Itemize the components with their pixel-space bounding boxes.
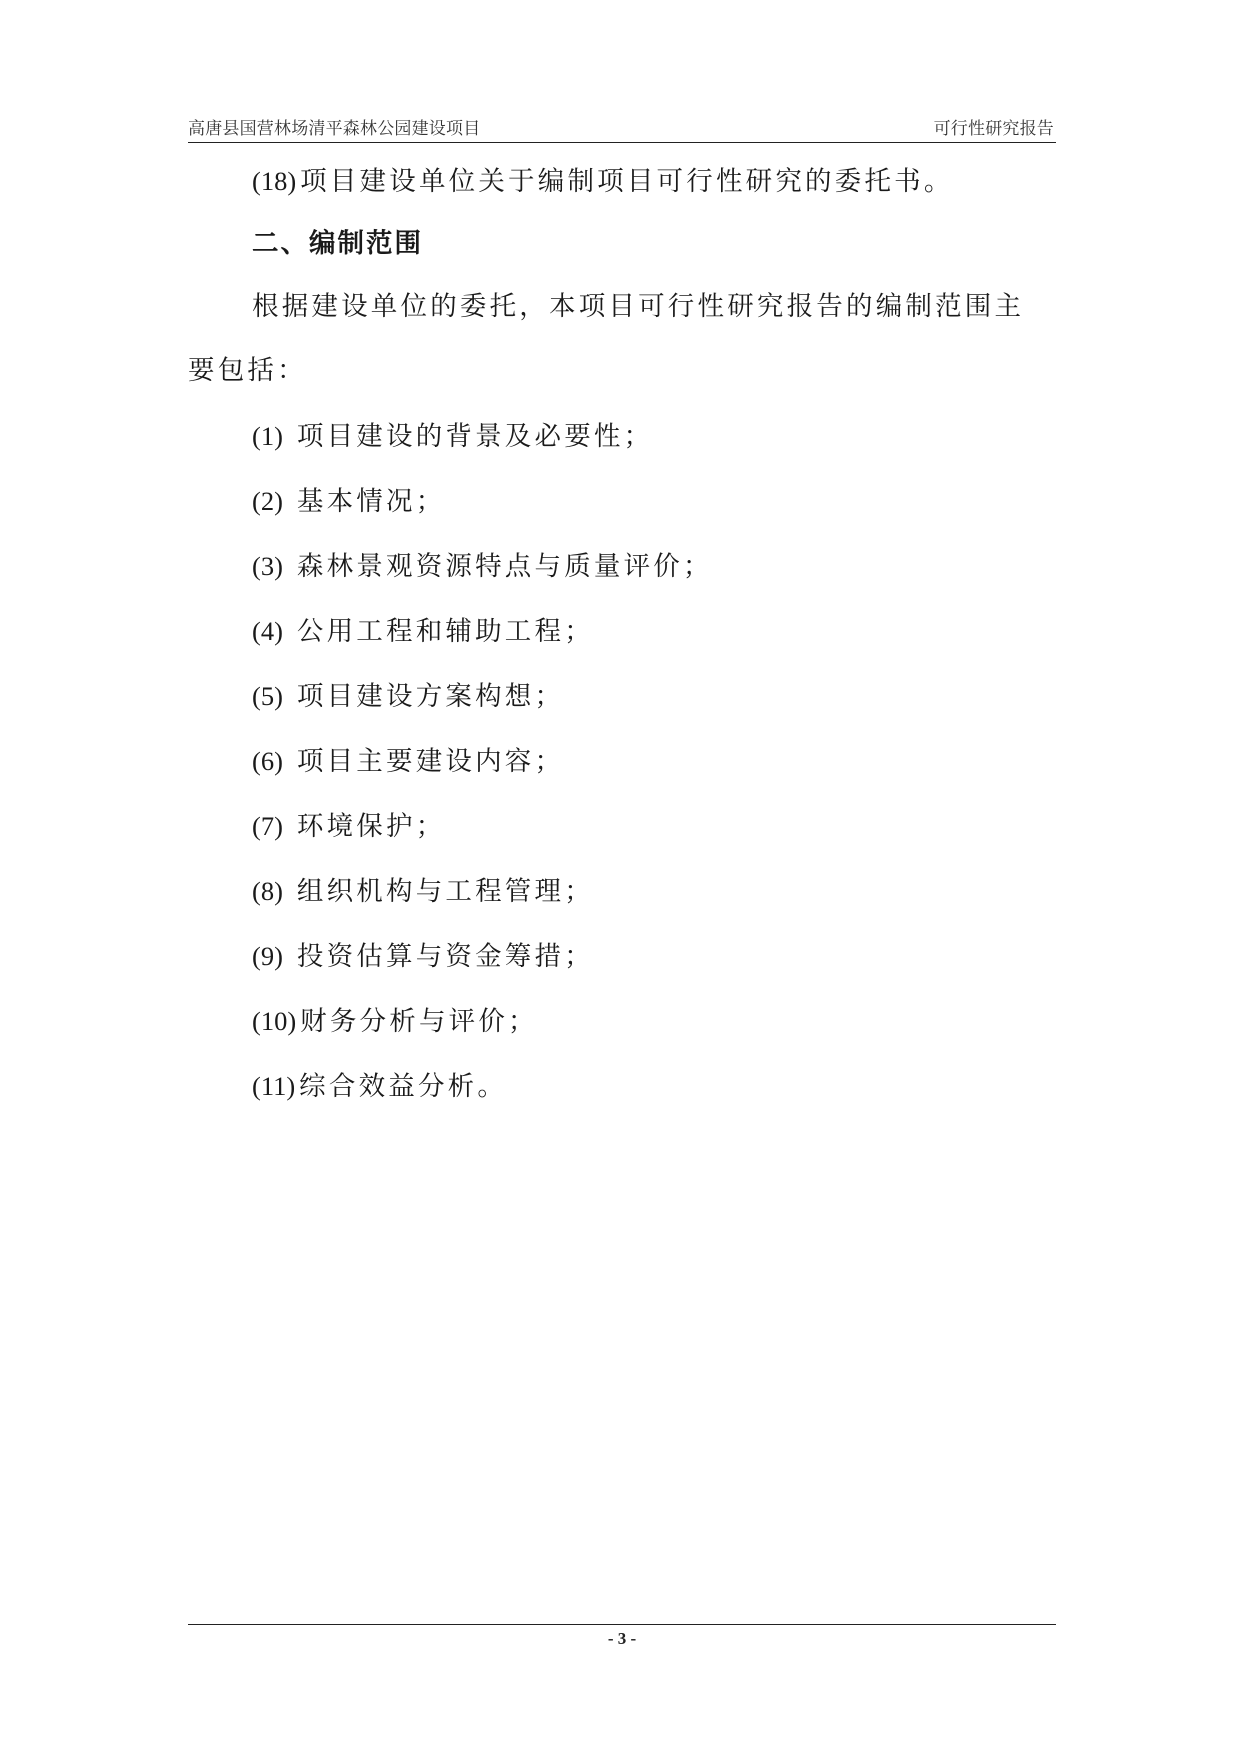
list-item-text: 综合效益分析。 (299, 1071, 508, 1102)
list-item-number: (1) (252, 421, 283, 451)
list-item-text: 投资估算与资金筹措； (296, 941, 594, 972)
list-item-number: (4) (252, 616, 283, 646)
list-item-number: (18) (252, 166, 297, 196)
list-item-number: (11) (252, 1071, 296, 1101)
list-item-number: (9) (252, 941, 283, 971)
list-item-number: (2) (252, 486, 283, 516)
list-item-text: 项目建设单位关于编制项目可行性研究的委托书。 (300, 166, 954, 197)
header-document-title: 高唐县国营林场清平森林公园建设项目 (188, 119, 481, 139)
list-item-number: (3) (252, 551, 283, 581)
list-item-text: 项目建设的背景及必要性； (296, 421, 654, 452)
paragraph-line-2: 要包括： (188, 355, 307, 386)
list-item-text: 组织机构与工程管理； (296, 876, 594, 907)
list-item-number: (5) (252, 681, 283, 711)
list-item-text: 项目建设方案构想； (296, 681, 565, 712)
list-item-1 (252, 418, 653, 455)
section-heading: 二、编制范围 (252, 228, 423, 259)
list-item-8 (252, 873, 594, 910)
list-item-6 (252, 743, 564, 780)
list-item-18 (252, 163, 954, 200)
list-item-10 (252, 1003, 538, 1040)
paragraph-line-1: 根据建设单位的委托，本项目可行性研究报告的编制范围主 (252, 291, 1025, 322)
page-number: - 3 - (607, 1629, 637, 1648)
list-item-2 (252, 483, 445, 520)
list-item-number: (8) (252, 876, 283, 906)
list-item-text: 财务分析与评价； (300, 1006, 538, 1037)
list-item-4 (252, 613, 594, 650)
list-item-text: 公用工程和辅助工程； (296, 616, 594, 647)
list-item-number: (10) (252, 1006, 297, 1036)
list-item-3 (252, 548, 713, 585)
page-header (188, 114, 1056, 143)
list-item-number: (6) (252, 746, 283, 776)
list-item-11 (252, 1068, 507, 1105)
list-item-text: 森林景观资源特点与质量评价； (296, 551, 713, 582)
list-item-5 (252, 678, 564, 715)
list-item-number: (7) (252, 811, 283, 841)
header-report-type: 可行性研究报告 (933, 119, 1054, 139)
list-item-7 (252, 808, 445, 845)
list-item-text: 基本情况； (296, 486, 446, 517)
list-item-text: 项目主要建设内容； (296, 746, 565, 777)
page-footer (188, 1624, 1056, 1648)
list-item-text: 环境保护； (296, 811, 446, 842)
list-item-9 (252, 938, 594, 975)
